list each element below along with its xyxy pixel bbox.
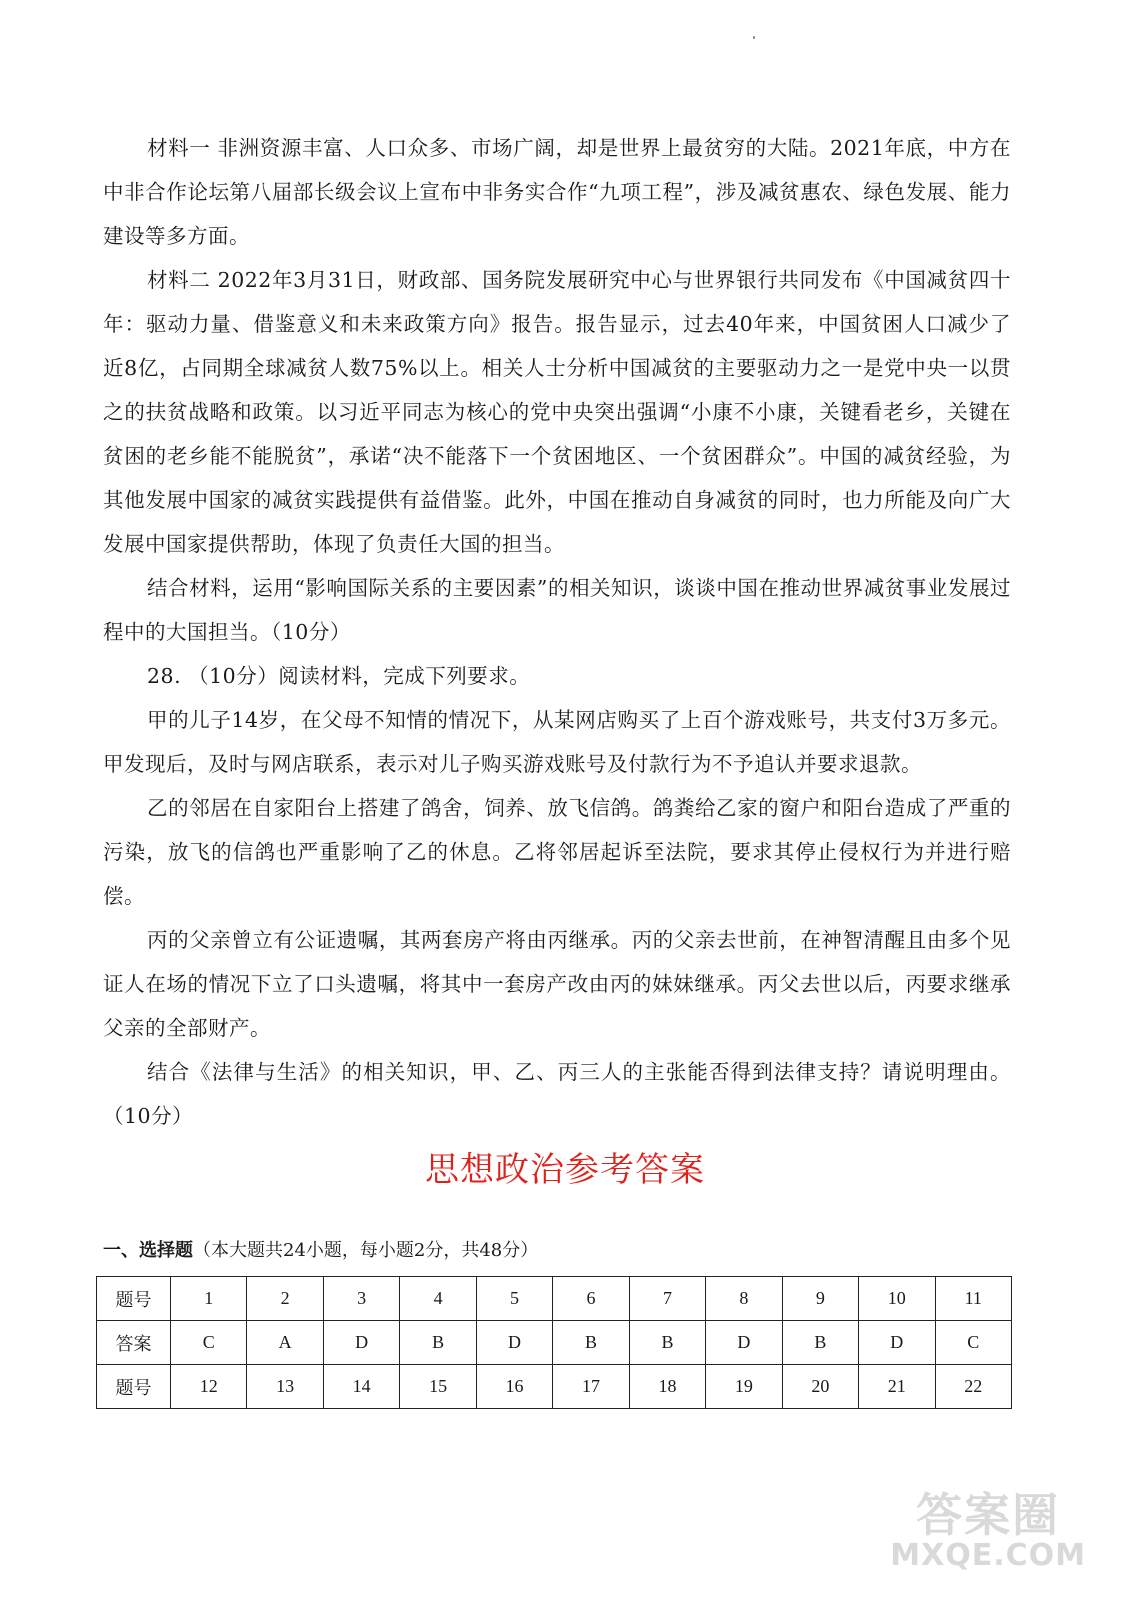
table-cell: C [935,1321,1011,1365]
table-cell: A [247,1321,323,1365]
table-cell: 14 [323,1365,399,1409]
section-heading [103,1236,538,1262]
table-cell: 3 [323,1277,399,1321]
table-cell: D [476,1321,552,1365]
case-jia-paragraph: 甲的儿子14岁，在父母不知情的情况下，从某网店购买了上百个游戏账号，共支付3万多元。甲发现后，及时与网店联系，表示对儿子购买游戏账号及付款行为不予追认并要求退款。 [103,708,1011,776]
table-cell: C [171,1321,247,1365]
section-heading-label: 一、选择题 [103,1240,193,1261]
table-cell: 5 [476,1277,552,1321]
table-cell: 21 [859,1365,935,1409]
table-cell: 2 [247,1277,323,1321]
table-cell: 19 [706,1365,782,1409]
table-cell: 10 [859,1277,935,1321]
table-cell: 4 [400,1277,476,1321]
watermark-line-2: MXQE.COM [890,1538,1086,1573]
row-label: 题号 [97,1365,171,1409]
table-cell: 11 [935,1277,1011,1321]
table-cell: 20 [782,1365,858,1409]
table-cell: B [782,1321,858,1365]
table-cell: 16 [476,1365,552,1409]
question-28-prompt: 结合《法律与生活》的相关知识，甲、乙、丙三人的主张能否得到法律支持？请说明理由。（10分） [103,1060,1011,1128]
row-label: 答案 [97,1321,171,1365]
table-cell: 22 [935,1365,1011,1409]
table-row [97,1365,1012,1409]
question-body [103,126,1011,1138]
table-cell: B [400,1321,476,1365]
material-two-paragraph: 材料二 2022年3月31日，财政部、国务院发展研究中心与世界银行共同发布《中国减贫四十年：驱动力量、借鉴意义和未来政策方向》报告。报告显示，过去40年来，中国贫困人口减少了近8亿，占同期全球减贫人数75%以上。相关人士分析中国减贫的主要驱动力之一是党中央一以贯之的扶贫战略和政策。以习近平同志为核心的党中央突出强调“小康不小康，关键看老乡，关键在贫困的老乡能不能脱贫”，承诺“决不能落下一个贫困地区、一个贫困群众”。中国的减贫经验，为其他发展中国家的减贫实践提供有益借鉴。此外，中国在推动自身减贫的同时，也力所能及向广大发展中国家提供帮助，体现了负责任大国的担当。 [103,268,1011,556]
table-cell: D [323,1321,399,1365]
watermark-logo [890,1490,1086,1572]
table-cell: 6 [553,1277,629,1321]
table-row [97,1321,1012,1365]
table-cell: 8 [706,1277,782,1321]
table-cell: 17 [553,1365,629,1409]
table-cell: B [553,1321,629,1365]
table-cell: B [629,1321,705,1365]
table-cell: 9 [782,1277,858,1321]
table-cell: 15 [400,1365,476,1409]
case-bing-paragraph: 丙的父亲曾立有公证遗嘱，其两套房产将由丙继承。丙的父亲去世前，在神智清醒且由多个见证人在场的情况下立了口头遗嘱，将其中一套房产改由丙的妹妹继承。丙父去世以后，丙要求继承父亲的全部财产。 [103,928,1011,1040]
table-cell: 13 [247,1365,323,1409]
section-heading-note: （本大题共24小题，每小题2分，共48分） [193,1240,539,1261]
case-yi-paragraph: 乙的邻居在自家阳台上搭建了鸽舍，饲养、放飞信鸽。鸽粪给乙家的窗户和阳台造成了严重的污染，放飞的信鸽也严重影响了乙的休息。乙将邻居起诉至法院，要求其停止侵权行为并进行赔偿。 [103,796,1011,908]
table-cell: 12 [171,1365,247,1409]
table-cell: 7 [629,1277,705,1321]
table-cell: D [859,1321,935,1365]
answer-table [96,1276,1012,1409]
answer-key-title: 思想政治参考答案 [425,1150,705,1190]
scan-speck [753,36,755,39]
question-27-prompt: 结合材料，运用“影响国际关系的主要因素”的相关知识，谈谈中国在推动世界减贫事业发展过程中的大国担当。（10分） [103,576,1011,644]
table-cell: 18 [629,1365,705,1409]
row-label: 题号 [97,1277,171,1321]
table-cell: D [706,1321,782,1365]
material-one-paragraph: 材料一 非洲资源丰富、人口众多、市场广阔，却是世界上最贫穷的大陆。2021年底，中方在中非合作论坛第八届部长级会议上宣布中非务实合作“九项工程”，涉及减贫惠农、绿色发展、能力建设等多方面。 [103,136,1011,248]
question-28-heading: 28. （10分）阅读材料，完成下列要求。 [147,664,531,688]
table-cell: 1 [171,1277,247,1321]
watermark-line-1: 答案圈 [916,1488,1061,1542]
table-row [97,1277,1012,1321]
